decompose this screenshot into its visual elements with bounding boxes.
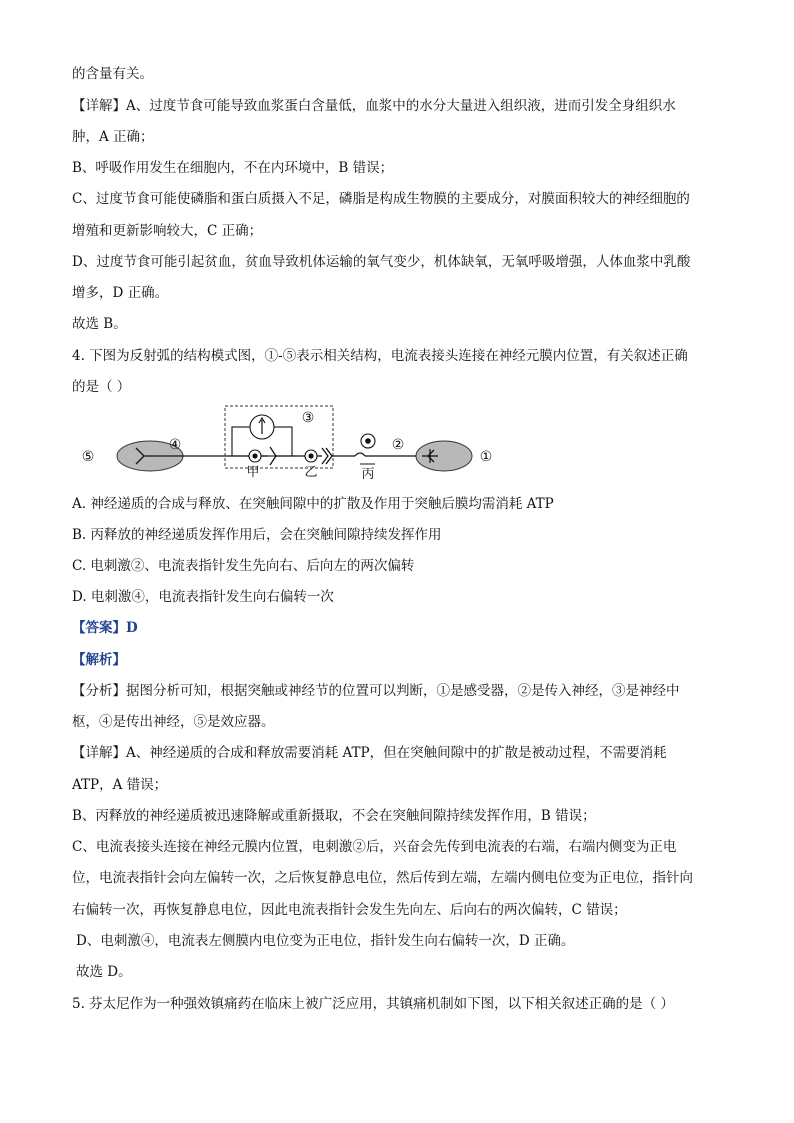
label-1: ① <box>479 449 493 465</box>
detail-c-line: C、过度节食可能使磷脂和蛋白质摄入不足，磷脂是构成生物膜的主要成分，对膜面积较大的神经细胞的 <box>72 191 690 207</box>
label-jia: 甲 <box>246 465 260 480</box>
conclusion-line: 故选 B。 <box>72 316 127 332</box>
label-yi: 乙 <box>304 465 318 480</box>
text-line: 肿，A 正确； <box>72 129 154 145</box>
analysis-label: 【解析】 <box>72 652 126 668</box>
detail-d-line: D、过度节食可能引起贫血，贫血导致机体运输的氧气变少，机体缺氧，无氧呼吸增强，人体血浆中乳酸 <box>72 254 691 270</box>
option-d: D. 电刺激④，电流表指针发生向右偏转一次 <box>72 589 334 605</box>
question-4-stem: 的是（ ） <box>72 379 131 395</box>
detail-line: B、丙释放的神经递质被迅速降解或重新摄取，不会在突触间隙持续发挥作用，B 错误； <box>72 808 596 824</box>
detail-line: 位，电流表指针会向左偏转一次，之后恢复静息电位，然后传到左端，左端内侧电位变为正电位，指针向 <box>72 870 693 886</box>
question-5-stem: 5. 芬太尼作为一种强效镇痛药在临床上被广泛应用，其镇痛机制如下图，以下相关叙述正确的是（ ） <box>72 996 674 1012</box>
text-line: 增殖和更新影响较大，C 正确； <box>72 223 263 239</box>
conclusion-line: 故选 D。 <box>76 964 132 980</box>
label-3: ③ <box>301 410 315 426</box>
analysis-line: 【分析】据图分析可知，根据突触或神经节的位置可以判断，①是感受器，②是传入神经，③是神经中 <box>72 683 680 699</box>
text-line: 增多，D 正确。 <box>72 285 169 301</box>
text-line: 的含量有关。 <box>72 66 153 82</box>
detail-line: 右偏转一次，再恢复静息电位，因此电流表指针会发生先向左、后向右的两次偏转，C 错误； <box>72 902 627 918</box>
detail-a-line: 【详解】A、过度节食可能导致血浆蛋白含量低，血浆中的水分大量进入组织液，进而引发全身组织水 <box>72 98 676 114</box>
label-2: ② <box>391 437 405 453</box>
label-4: ④ <box>168 437 182 453</box>
answer-label: 【答案】D <box>72 620 138 636</box>
detail-b-line: B、呼吸作用发生在细胞内，不在内环境中，B 错误； <box>72 160 394 176</box>
label-5: ⑤ <box>81 449 95 465</box>
question-4-stem: 4. 下图为反射弧的结构模式图，①-⑤表示相关结构，电流表接头连接在神经元膜内位置，有关叙述正确 <box>72 348 688 364</box>
option-c: C. 电刺激②、电流表指针发生先向右、后向左的两次偏转 <box>72 558 415 574</box>
detail-line: C、电流表接头连接在神经元膜内位置，电刺激②后，兴奋会先传到电流表的右端，右端内侧变为正电 <box>72 839 677 855</box>
detail-line: D、电刺激④，电流表左侧膜内电位变为正电位，指针发生向右偏转一次，D 正确。 <box>76 933 575 949</box>
label-bing: 丙 <box>361 467 375 482</box>
reflex-arc-diagram <box>72 400 512 484</box>
detail-line: 【详解】A、神经递质的合成和释放需要消耗 ATP，但在突触间隙中的扩散是被动过程，不需要消耗 <box>72 745 667 761</box>
detail-line: ATP，A 错误； <box>72 777 168 793</box>
option-b: B. 丙释放的神经递质发挥作用后，会在突触间隙持续发挥作用 <box>72 527 442 543</box>
analysis-line: 枢，④是传出神经，⑤是效应器。 <box>72 714 275 730</box>
option-a: A. 神经递质的合成与释放、在突触间隙中的扩散及作用于突触后膜均需消耗 ATP <box>72 496 554 512</box>
